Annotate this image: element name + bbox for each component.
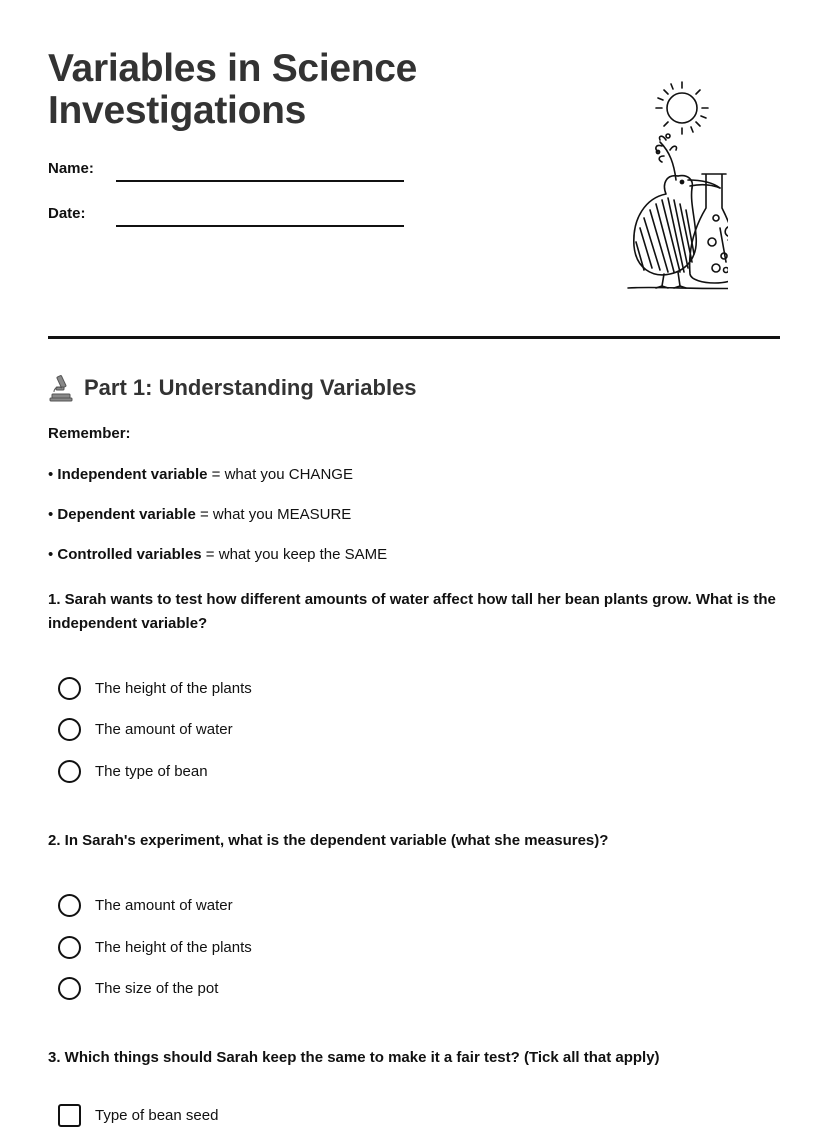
bullet-term: Independent variable [57, 466, 208, 483]
q1-option-1[interactable] [58, 677, 252, 700]
option-label: The size of the pot [95, 980, 219, 997]
radio-button[interactable] [58, 677, 81, 700]
checkbox[interactable] [58, 1104, 81, 1127]
bullet-term: Dependent variable [57, 506, 196, 523]
bullet-term: Controlled variables [57, 546, 202, 563]
option-label: The amount of water [95, 897, 233, 914]
name-field [48, 160, 94, 177]
q3-option-1[interactable] [58, 1104, 218, 1127]
bullet-controlled: • Controlled variables = what you keep the SAME [48, 546, 388, 563]
date-input-line[interactable] [116, 225, 404, 227]
option-label: The height of the plants [95, 680, 252, 697]
question-1-text: 1. Sarah wants to test how different amounts of water affect how tall her bean plants grow. What is the independent variable? [48, 591, 776, 632]
bullet-definition: = what you keep the SAME [201, 546, 388, 563]
q2-option-3[interactable] [58, 977, 218, 1000]
section-divider [48, 336, 780, 339]
bullet-dependent: • Dependent variable = what you MEASURE [48, 506, 352, 523]
name-label: Name: [48, 160, 94, 177]
part1-title: Part 1: Understanding Variables [84, 375, 417, 400]
q1-option-2[interactable] [58, 718, 233, 741]
radio-button[interactable] [58, 760, 81, 783]
page-title: Variables in Science Investigations [48, 47, 418, 132]
microscope-icon [48, 374, 74, 402]
q2-option-2[interactable] [58, 936, 252, 959]
date-label: Date: [48, 205, 86, 222]
remember-label: Remember: [48, 425, 131, 442]
option-label: Type of bean seed [95, 1107, 219, 1124]
radio-button[interactable] [58, 936, 81, 959]
option-label: The height of the plants [95, 939, 252, 956]
bullet-definition: = what you CHANGE [207, 466, 353, 483]
radio-button[interactable] [58, 718, 81, 741]
q1-option-3[interactable] [58, 760, 208, 783]
part1-heading [48, 374, 417, 402]
date-field [48, 205, 86, 222]
radio-button[interactable] [58, 894, 81, 917]
q2-option-1[interactable] [58, 894, 233, 917]
question-3-text: 3. Which things should Sarah keep the same to make it a fair test? (Tick all that apply) [48, 1049, 660, 1066]
name-input-line[interactable] [116, 180, 404, 182]
option-label: The amount of water [95, 721, 233, 738]
option-label: The type of bean [95, 763, 208, 780]
bullet-independent: • Independent variable = what you CHANGE [48, 466, 353, 483]
question-2-text: 2. In Sarah's experiment, what is the dependent variable (what she measures)? [48, 832, 609, 849]
kiwi-bird-flask-sun-illustration [578, 78, 728, 292]
radio-button[interactable] [58, 977, 81, 1000]
bullet-definition: = what you MEASURE [195, 506, 352, 523]
